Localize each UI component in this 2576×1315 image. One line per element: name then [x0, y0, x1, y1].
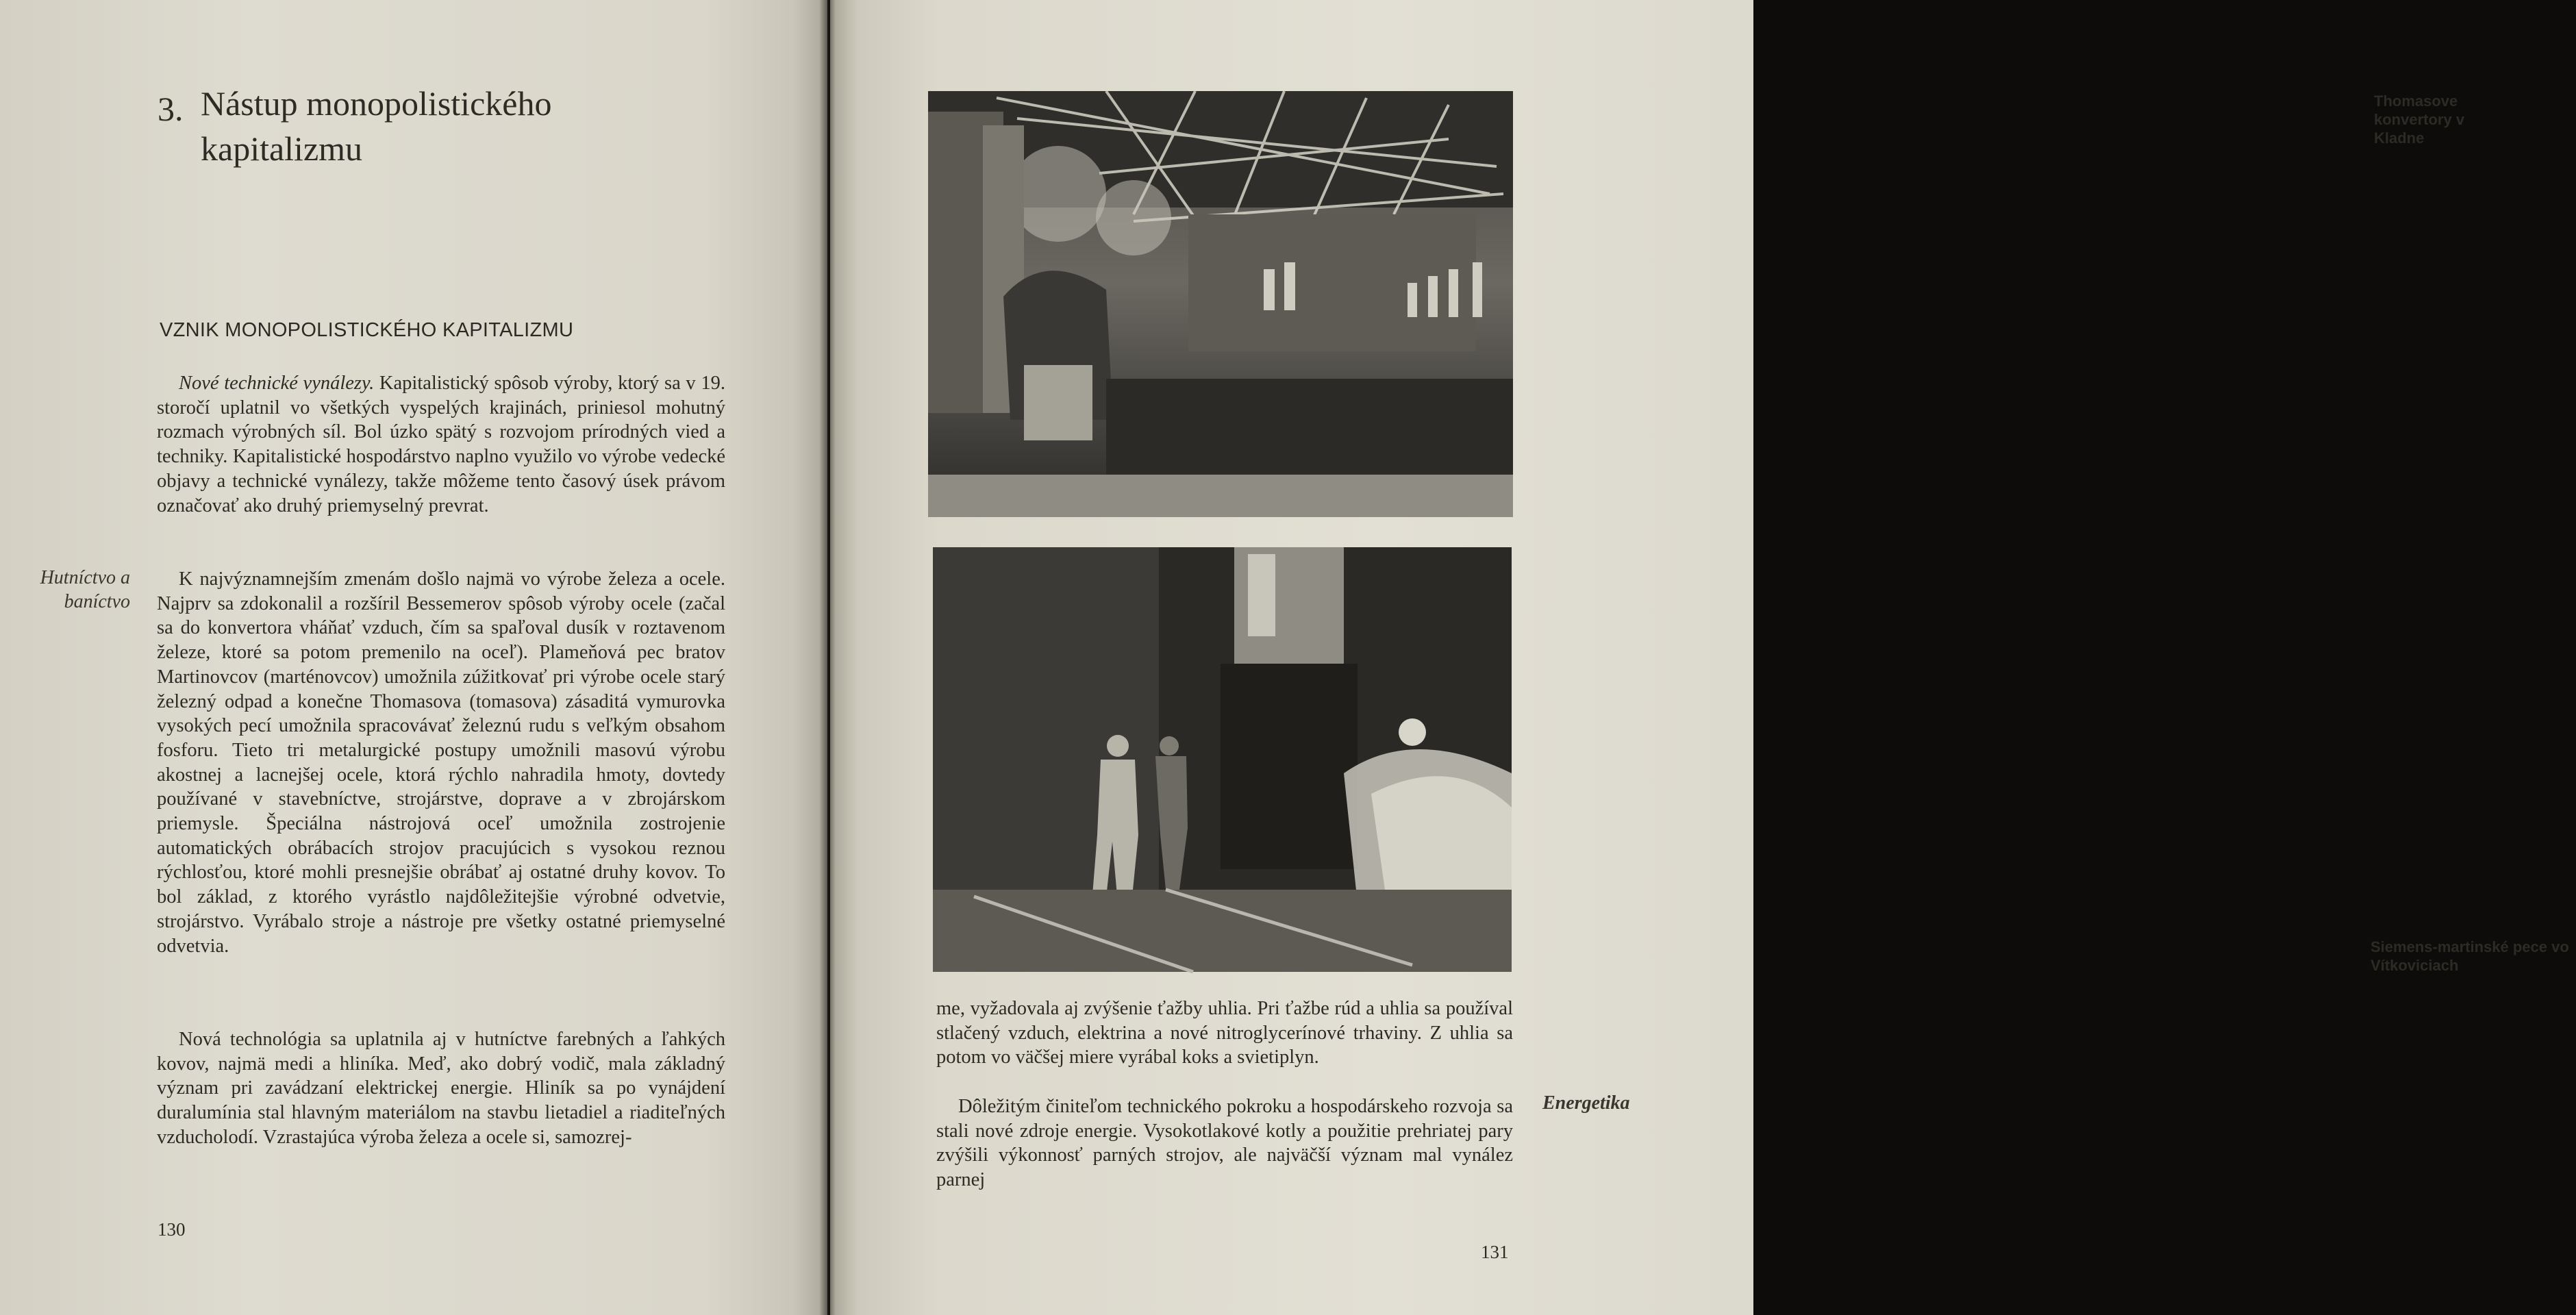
chapter-title-line-1: Nástup monopolistického — [201, 84, 552, 123]
paragraph-1-text: Kapitalistický spôsob výroby, ktorý sa v 19. storočí uplatnil vo všetkých vyspelých krajinách, priniesol mohutný rozmach výrobných síl. Bol úzko spätý s rozvojom prírodných vied a techniky. Kapitalistické hospodárstvo naplno využilo vo výrobe vedecké objavy a technické vynálezy, takže môžeme tento časový úsek právom označovať ako druhý priemyselný prevrat. — [157, 373, 725, 516]
photo-siemens-martin-furnaces — [933, 547, 1512, 972]
caption-siemens-martin-furnaces: Siemens-martinské pece vo Vítkoviciach — [2371, 938, 2569, 974]
paragraph-4-text: me, vyžadovala aj zvýšenie ťažby uhlia. Pri ťažbe rúd a uhlia sa používal stlačený vzduch, elektrina a nové nitroglycerínové trhaviny. Z uhlia sa potom vo väčšej miere vyrábal koks a svietiplyn. — [936, 998, 1513, 1068]
book-gutter — [819, 0, 836, 1315]
margin-note-energy: Energetika — [1542, 1092, 1630, 1114]
page-number-left: 130 — [158, 1219, 186, 1240]
paragraph-1 — [157, 371, 725, 518]
paragraph-5 — [936, 1094, 1513, 1192]
paragraph-1-lead: Nové technické vynálezy. — [179, 373, 375, 394]
paragraph-4 — [936, 997, 1513, 1070]
margin-note-metallurgy: Hutníctvo a baníctvo — [40, 567, 130, 612]
paragraph-2-text: K najvýznamnejším zmenám došlo najmä vo výrobe železa a ocele. Najprv sa zdokonalil a rozšíril Bessemerov spôsob výroby ocele (začal sa do konvertora vháňať vzduch, čím sa spaľoval dusík v roztavenom železe, ktoré sa potom premenilo na oceľ). Plameňová pec bratov Martinovcov (marténovcov) umožnila zúžitkovať pri výrobe ocele starý železný odpad a konečne Thomasova (tomasova) zásaditá vymurovka vysokých pecí umožnila spracovávať železnú rudu s veľkým obsahom fosforu. Tieto tri metalurgické postupy umožnili masovú výrobu akostnej a lacnejšej ocele, ktorá rýchlo nahradila hmoty, dovtedy používané v stavebníctve, strojárstve, doprave a v zbrojárskom priemysle. Špeciálna nástrojová oceľ umožnila zostrojenie automatických obrábacích strojov pracujúcich s vysokou reznou rýchlosťou, ktoré mohli presnejšie obrábať aj ostatné druhy kovov. To bol základ, z ktorého vyrástlo najdôležitejšie výrobné odvetvie, strojárstvo. Vyrábalo stroje a nástroje pre všetky ostatné priemyselné odvetvia. — [157, 568, 725, 957]
chapter-title-line-2: kapitalizmu — [201, 129, 363, 168]
right-page — [830, 0, 2569, 1315]
caption-thomas-converters: Thomasove konvertory v Kladne — [2374, 92, 2465, 147]
chapter-number: 3. — [158, 90, 184, 128]
left-page — [0, 0, 827, 1315]
paragraph-2 — [157, 567, 725, 958]
section-heading: VZNIK MONOPOLISTICKÉHO KAPITALIZMU — [160, 319, 574, 341]
paragraph-3 — [157, 1027, 725, 1150]
page-number-right: 131 — [1481, 1242, 1509, 1262]
photo-thomas-converters — [928, 91, 1513, 517]
chapter-title — [158, 81, 637, 171]
paragraph-3-text: Nová technológia sa uplatnila aj v hutníctve farebných a ľahkých kovov, najmä medi a hliníka. Meď, ako dobrý vodič, mala základný význam pri zavádzaní elektrickej energie. Hliník sa po vynájdení duralumínia stal hlavným materiálom na stavbu lietadiel a riaditeľných vzducholodí. Vzrastajúca výroba železa a ocele si, samozrej- — [157, 1029, 725, 1148]
paragraph-5-text: Dôležitým činiteľom technického pokroku a hospodárskeho rozvoja sa stali nové zdroje energie. Vysokotlakové kotly a použitie prehriatej pary zvýšili výkonnosť parných strojov, ale najväčší význam mal vynález parnej — [936, 1096, 1513, 1191]
